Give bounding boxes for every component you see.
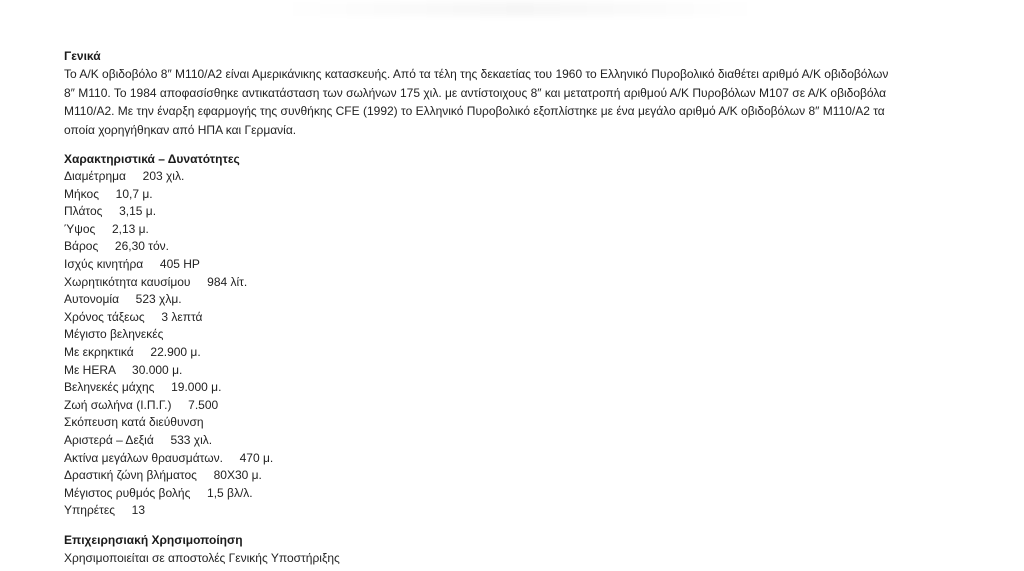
section-title-specs: Χαρακτηριστικά – Δυνατότητες: [64, 152, 240, 166]
general-paragraph: [64, 65, 944, 139]
article-body: [64, 48, 944, 567]
spec-row: Δραστική ζώνη βλήματος 80Χ30 μ.: [64, 468, 262, 483]
spec-list: [64, 168, 944, 520]
general-line: 8″ Μ110. Το 1984 αποφασίσθηκε αντικατάσταση των σωλήνων 175 χιλ. με αντίστοιχους 8″ και μετατροπή αριθμού Α/Κ Πυροβόλων Μ107 σε Α/Κ οβιδοβόλα: [64, 85, 887, 100]
section-title-general: Γενικά: [64, 49, 101, 63]
spec-row: Βεληνεκές μάχης 19.000 μ.: [64, 380, 222, 395]
spec-row: Πλάτος 3,15 μ.: [64, 204, 157, 219]
general-line: Το Α/Κ οβιδοβόλο 8″ Μ110/Α2 είναι Αμερικάνικης κατασκευής. Από τα τέλη της δεκαετίας του 1960 το Ελληνικό Πυροβολικό διαθέτει αριθμό Α/Κ οβιδοβόλων: [64, 67, 889, 81]
general-line: Μ110/Α2. Με την έναρξη εφαρμογής της συνθήκης CFE (1992) το Ελληνικό Πυροβολικό εξοπλίστηκε με ένα μεγάλο αριθμό Α/Κ οβιδοβόλων 8″ Μ110/Α2 τα: [64, 104, 885, 118]
spec-row: Ζωή σωλήνα (Ι.Π.Γ.) 7.500: [64, 397, 219, 412]
spec-row: Ύψος 2,13 μ.: [64, 221, 149, 236]
spec-row: Χρόνος τάξεως 3 λεπτά: [64, 309, 203, 324]
top-edge: [0, 0, 1024, 34]
general-line: οποία χορηγήθηκαν από ΗΠΑ και Γερμανία.: [64, 122, 297, 137]
spec-row: Μήκος 10,7 μ.: [64, 186, 153, 201]
spec-row: Ακτίνα μεγάλων θραυσμάτων. 470 μ.: [64, 450, 274, 465]
spec-row: Σκόπευση κατά διεύθυνση: [64, 415, 204, 430]
section-title-usage: Επιχειρησιακή Χρησιμοποίηση: [64, 532, 243, 547]
spec-row: Αριστερά – Δεξιά 533 χιλ.: [64, 432, 213, 447]
spec-row: Ισχύς κινητήρα 405 HP: [64, 256, 200, 271]
spec-row: Με εκρηκτικά 22.900 μ.: [64, 344, 201, 359]
spec-row: Υπηρέτες 13: [64, 503, 146, 518]
spec-row: Χωρητικότητα καυσίμου 984 λίτ.: [64, 274, 248, 289]
faded-header-remnant: [280, 2, 760, 16]
usage-text: Χρησιμοποιείται σε αποστολές Γενικής Υποστήριξης: [64, 550, 340, 565]
spec-row: Αυτονομία 523 χλμ.: [64, 292, 182, 307]
spec-row: Διαμέτρημα 203 χιλ.: [64, 169, 185, 183]
spec-row: Μέγιστο βεληνεκές: [64, 327, 164, 342]
spec-row: Με HERA 30.000 μ.: [64, 362, 183, 377]
spec-row: Βάρος 26,30 τόν.: [64, 239, 170, 254]
spec-row: Μέγιστος ρυθμός βολής 1,5 βλ/λ.: [64, 485, 253, 500]
